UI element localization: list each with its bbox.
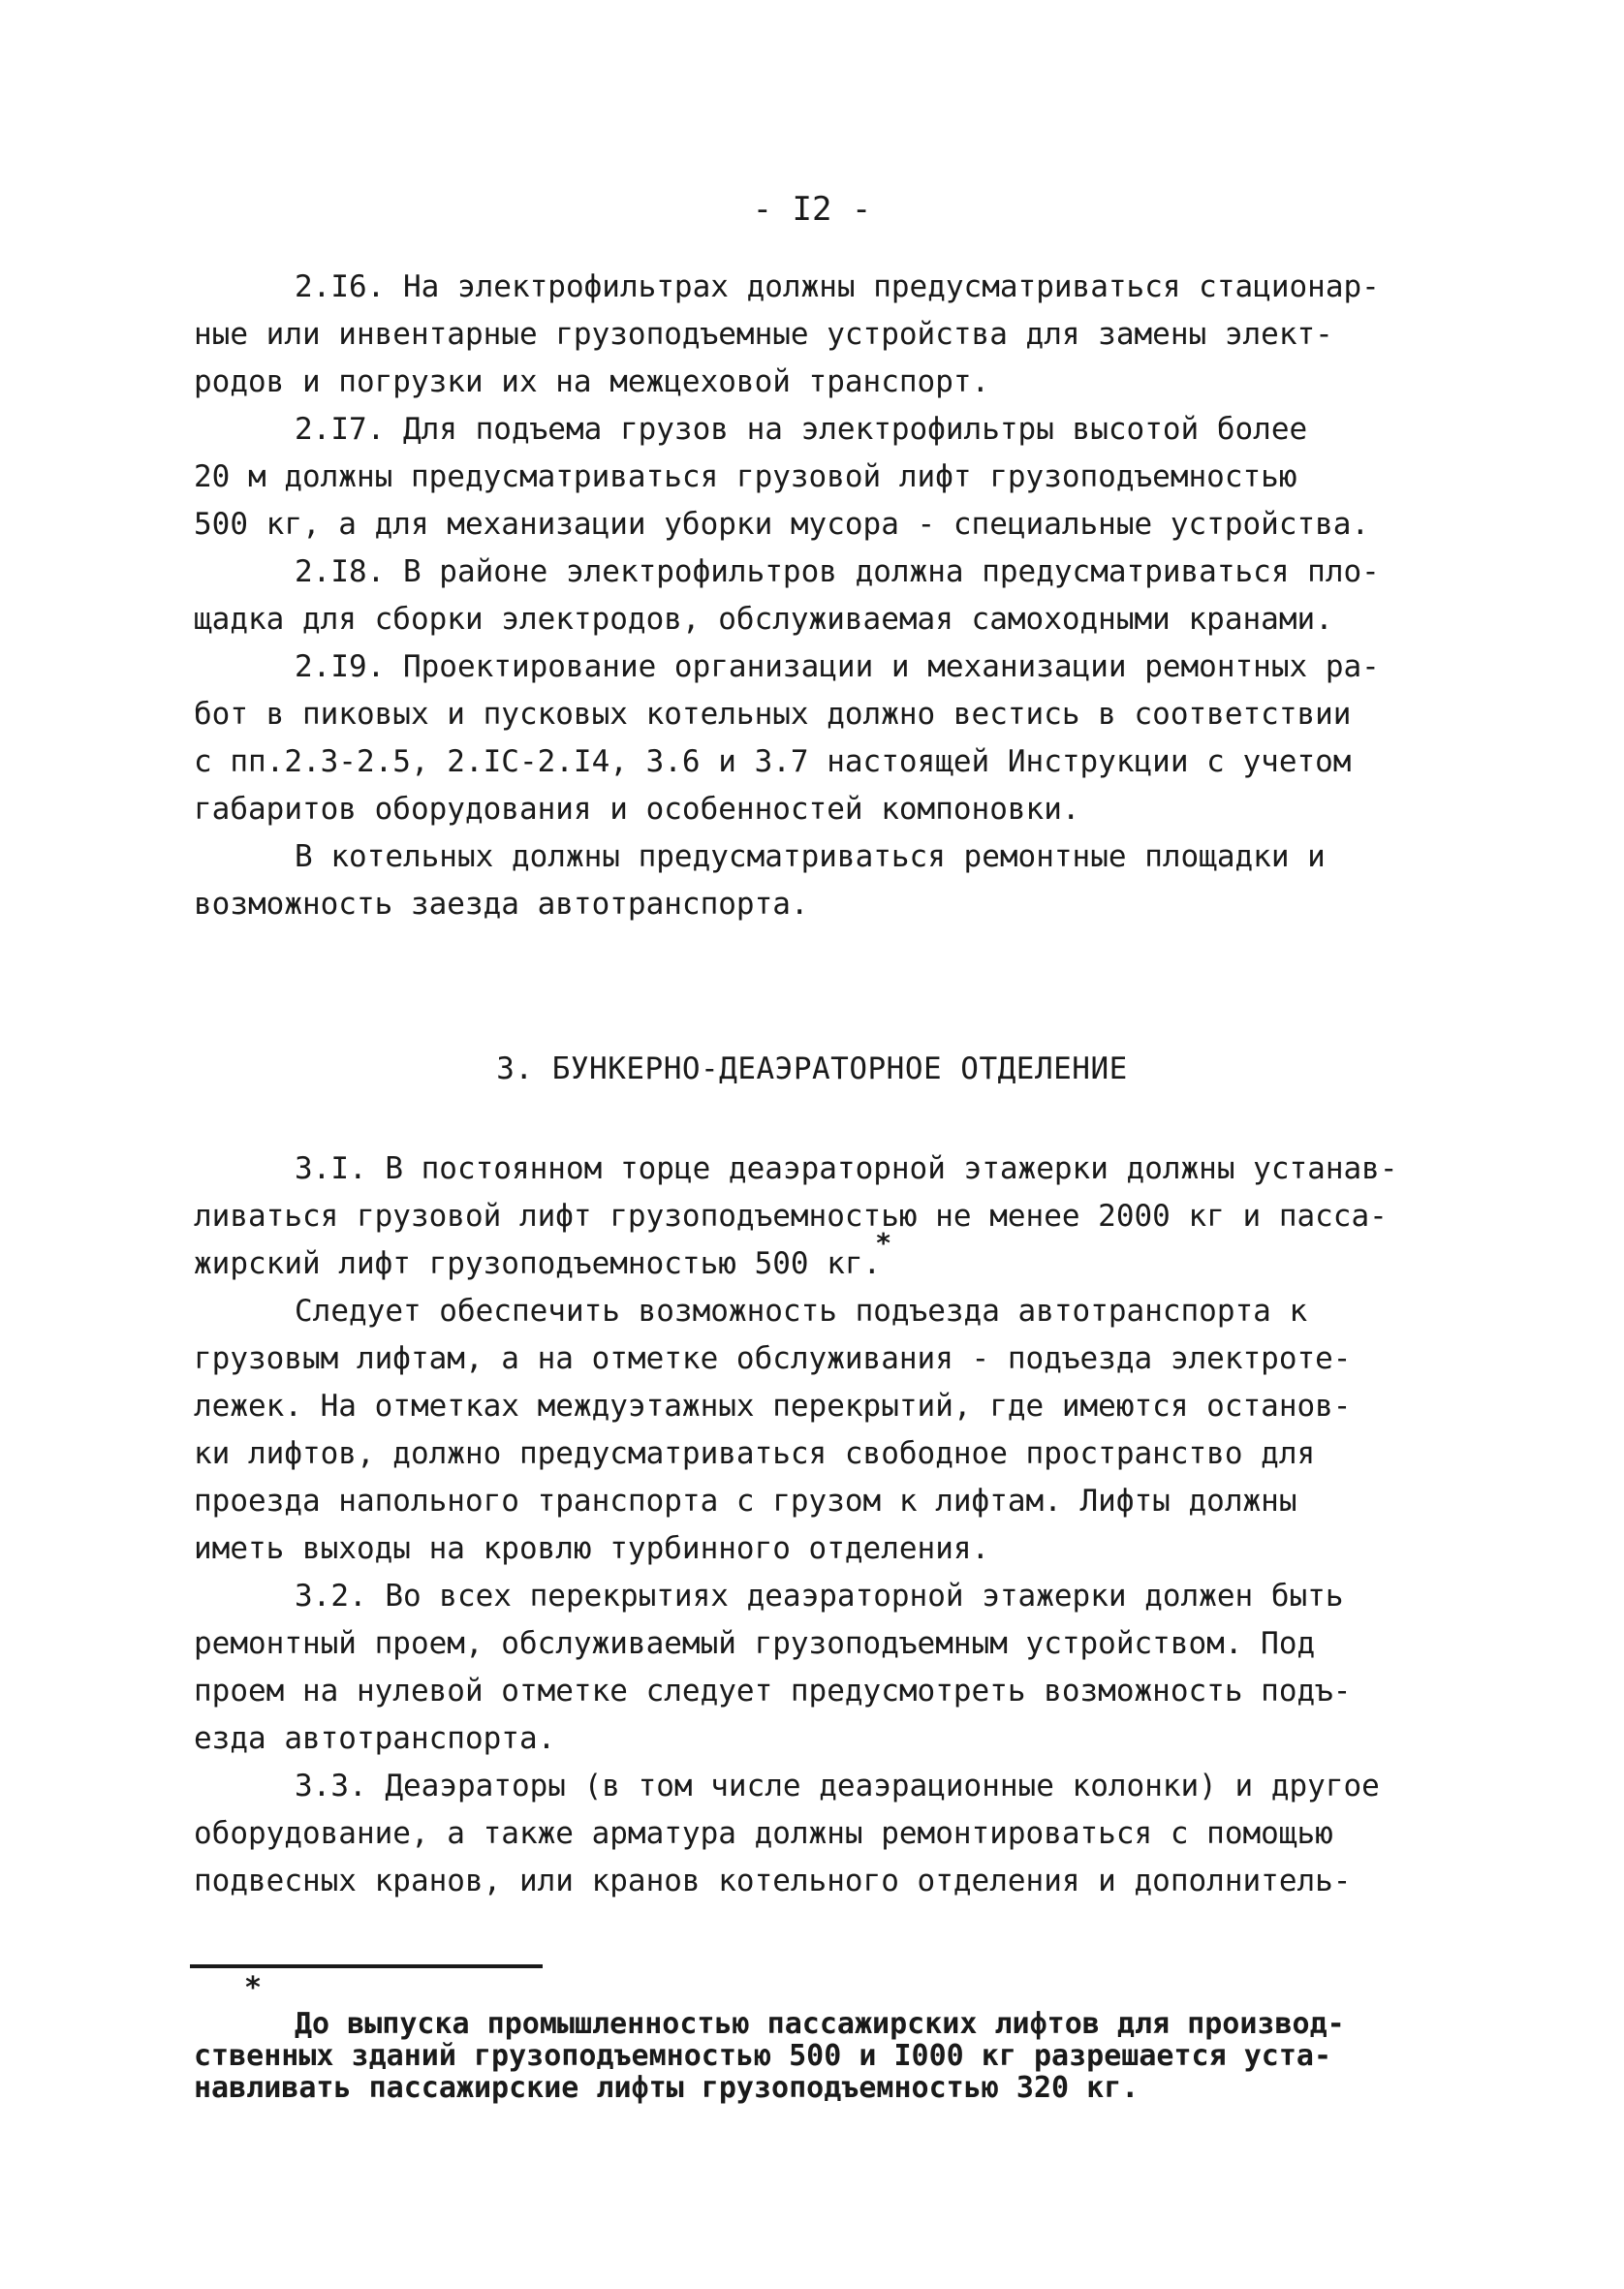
text-line: проезда напольного транспорта с грузом к лифтам. Лифты должны xyxy=(194,1484,1297,1519)
text-line xyxy=(194,1227,1512,1288)
text-line: возможность заезда автотранспорта. xyxy=(194,887,809,922)
text-line: иметь выходы на кровлю турбинного отделения. xyxy=(194,1531,990,1566)
paragraph-2-19 xyxy=(194,643,1512,833)
section-heading: 3. БУНКЕРНО-ДЕАЭРАТОРНОЕ ОТДЕЛЕНИЕ xyxy=(496,1051,1128,1086)
text-line: подвесных кранов, или кранов котельного отделения и дополнитель- xyxy=(194,1864,1352,1898)
footnote-reference: * xyxy=(875,1227,892,1259)
text-line: 3.I. В постоянном торце деаэраторной этажерки должны устанав- xyxy=(295,1151,1398,1186)
text-line: лежек. На отметках междуэтажных перекрытий, где имеются останов- xyxy=(194,1389,1352,1424)
text-line: 20 м должны предусматриваться грузовой лифт грузоподъемностью xyxy=(194,459,1297,494)
text-line: езда автотранспорта. xyxy=(194,1721,556,1756)
footnote-divider xyxy=(190,1964,543,1968)
text-line: грузовым лифтам, а на отметке обслуживания - подъезда электроте- xyxy=(194,1341,1352,1376)
text-line: 2.I8. В районе электрофильтров должна предусматриваться пло- xyxy=(295,554,1380,589)
paragraph-3-3 xyxy=(194,1763,1512,1905)
text-line: 2.I7. Для подъема грузов на электрофильтры высотой более xyxy=(295,412,1308,447)
text-line: ные или инвентарные грузоподъемные устройства для замены элект- xyxy=(194,317,1333,352)
text-line: 3.2. Во всех перекрытиях деаэраторной этажерки должен быть xyxy=(295,1579,1344,1614)
footnote-line: До выпуска промышленностью пассажирских лифтов для производ- xyxy=(295,2007,1345,2041)
paragraph-2-18 xyxy=(194,549,1512,643)
text-line: проем на нулевой отметке следует предусмотреть возможность подъ- xyxy=(194,1674,1352,1709)
text-line: оборудование, а также арматура должны ремонтироваться с помощью xyxy=(194,1816,1333,1851)
text-line: родов и погрузки их на межцеховой транспорт. xyxy=(194,364,990,399)
text-line: В котельных должны предусматриваться ремонтные площадки и xyxy=(295,839,1326,874)
text-line: бот в пиковых и пусковых котельных должно вестись в соответствии xyxy=(194,697,1352,732)
text-line: 3.3. Деаэраторы (в том числе деаэрационные колонки) и другое xyxy=(295,1769,1380,1803)
page-number: - I2 - xyxy=(752,190,872,229)
footnote-line: ственных зданий грузоподъемностью 500 и I000 кг разрешается уста- xyxy=(194,2039,1331,2073)
text-line: с пп.2.3-2.5, 2.IC-2.I4, 3.6 и 3.7 настоящей Инструкции с учетом xyxy=(194,744,1352,779)
text-line: габаритов оборудования и особенностей компоновки. xyxy=(194,792,1080,827)
footnote-line: навливать пассажирские лифты грузоподъемностью 320 кг. xyxy=(194,2071,1140,2105)
paragraph-3-2 xyxy=(194,1573,1512,1763)
footnote-mark: * xyxy=(244,1971,263,2005)
paragraph-3-1-continued xyxy=(194,1288,1512,1573)
paragraph-2-19-continued xyxy=(194,833,1512,928)
text-line: Следует обеспечить возможность подъезда автотранспорта к xyxy=(295,1294,1308,1329)
text-line: ремонтный проем, обслуживаемый грузоподъемным устройством. Под xyxy=(194,1626,1316,1661)
footnote xyxy=(194,2008,1512,2104)
paragraph-2-16 xyxy=(194,264,1512,406)
text-line: ливаться грузовой лифт грузоподъемностью не менее 2000 кг и пасса- xyxy=(194,1199,1388,1234)
text-line: 500 кг, а для механизации уборки мусора - специальные устройства. xyxy=(194,507,1370,542)
text-line-content: жирский лифт грузоподъемностью 500 кг. xyxy=(194,1246,882,1281)
paragraph-3-1 xyxy=(194,1145,1512,1288)
text-line: щадка для сборки электродов, обслуживаемая самоходными кранами. xyxy=(194,602,1333,637)
text-line: 2.I6. На электрофильтрах должны предусматриваться стационар- xyxy=(295,269,1380,304)
text-line: ки лифтов, должно предусматриваться свободное пространство для xyxy=(194,1436,1316,1471)
paragraph-2-17 xyxy=(194,406,1512,549)
text-line: 2.I9. Проектирование организации и механизации ремонтных ра- xyxy=(295,649,1380,684)
